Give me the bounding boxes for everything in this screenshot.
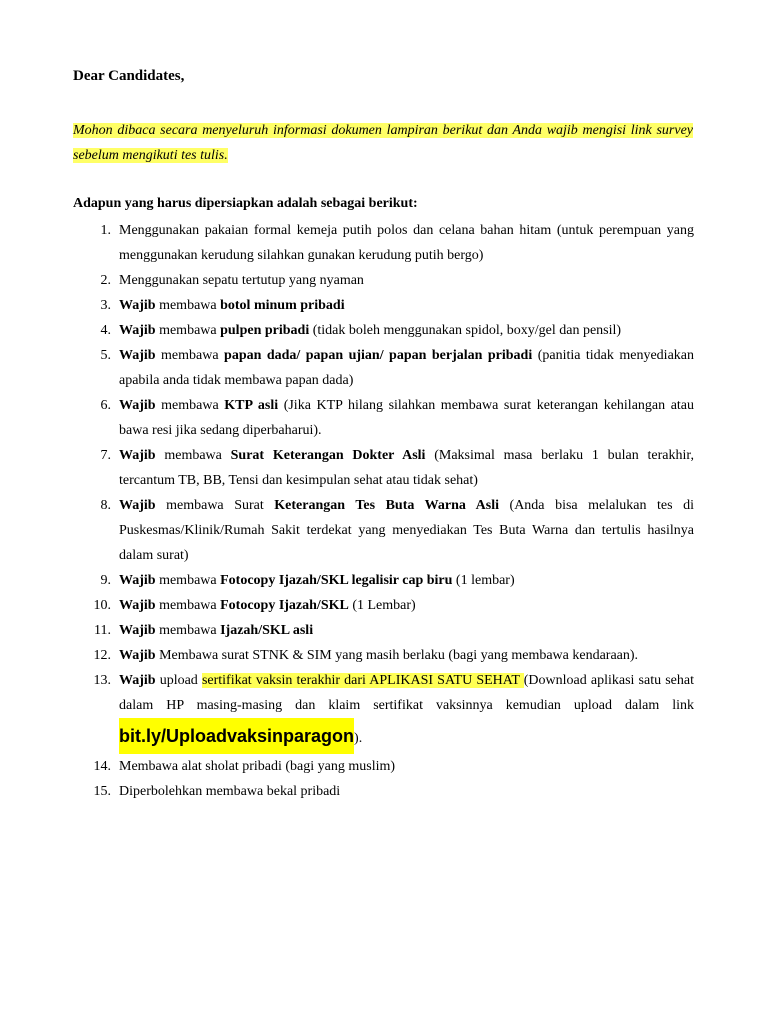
- list-item-text: ).: [354, 731, 363, 746]
- list-item-text: (Jika KTP hilang silahkan membawa surat keterangan kehilangan atau bawa resi jika sedang diperbaharui).: [119, 398, 695, 438]
- list-item: [73, 593, 694, 618]
- list-item-text: Menggunakan sepatu tertutup yang nyaman: [119, 273, 364, 288]
- list-item-number: 15.: [93, 784, 111, 799]
- list-item-text: upload: [155, 673, 202, 688]
- list-item: [73, 218, 694, 268]
- bold-text: Keterangan Tes Buta Warna Asli: [274, 498, 499, 513]
- bold-text: Wajib: [119, 573, 156, 588]
- list-item: [73, 618, 694, 643]
- list-item-text: membawa: [155, 348, 225, 363]
- greeting: Dear Candidates,: [73, 68, 185, 84]
- list-item-text: (1 Lembar): [348, 598, 416, 613]
- highlighted-text: sertifikat vaksin terakhir dari APLIKASI SATU SEHAT: [201, 673, 524, 688]
- list-item: [73, 568, 694, 593]
- requirements-list: [73, 218, 694, 804]
- list-item: [73, 668, 694, 754]
- list-item-text: membawa: [155, 573, 221, 588]
- list-item: [73, 293, 694, 318]
- list-item: [73, 493, 694, 568]
- list-item-text: (Anda bisa melalukan tes di Puskesmas/Klinik/Rumah Sakit terdekat yang menyediakan Tes Buta Warna dan tertulis hasilnya dalam surat): [119, 498, 694, 563]
- notice-highlight: Mohon dibaca secara menyeluruh informasi dokumen lampiran berikut dan Anda wajib mengisi link survey sebelum mengikuti tes tulis.: [73, 123, 693, 163]
- list-item: [73, 268, 694, 293]
- list-item-number: 1.: [100, 223, 111, 238]
- list-item-text: membawa: [155, 398, 225, 413]
- bold-text: Wajib: [119, 598, 156, 613]
- bold-text: Wajib: [119, 448, 156, 463]
- list-item-number: 5.: [100, 348, 111, 363]
- bold-text: Wajib: [119, 648, 156, 663]
- list-item-text: membawa: [155, 448, 231, 463]
- list-item-number: 12.: [93, 648, 111, 663]
- section-title: Adapun yang harus dipersiapkan adalah sebagai berikut:: [73, 196, 418, 211]
- bold-text: botol minum pribadi: [220, 298, 345, 313]
- list-item: [73, 754, 694, 779]
- bold-text: Ijazah/SKL asli: [220, 623, 314, 638]
- list-item-number: 7.: [100, 448, 111, 463]
- bold-text: Wajib: [119, 623, 156, 638]
- list-item-number: 13.: [93, 673, 111, 688]
- list-item-number: 14.: [93, 759, 111, 774]
- list-item-text: membawa: [155, 623, 221, 638]
- list-item-number: 9.: [100, 573, 111, 588]
- bold-text: Fotocopy Ijazah/SKL: [220, 598, 349, 613]
- list-item-text: (panitia tidak menyediakan apabila anda tidak membawa papan dada): [119, 348, 694, 388]
- list-item-number: 2.: [100, 273, 111, 288]
- list-item-text: Menggunakan pakaian formal kemeja putih polos dan celana bahan hitam (untuk perempuan yang menggunakan kerudung silahkan gunakan kerudung putih bergo): [119, 223, 694, 263]
- list-item-text: (tidak boleh menggunakan spidol, boxy/gel dan pensil): [309, 323, 622, 338]
- bold-text: pulpen pribadi: [220, 323, 310, 338]
- bold-text: Wajib: [119, 298, 156, 313]
- bold-text: Surat Keterangan Dokter Asli: [230, 448, 426, 463]
- list-item: [73, 343, 694, 393]
- list-item: [73, 779, 694, 804]
- bold-text: Wajib: [119, 348, 156, 363]
- bold-text: Wajib: [119, 498, 156, 513]
- list-item-text: (Download aplikasi satu sehat dalam HP masing-masing dan klaim sertifikat vaksinnya kemudian upload dalam link: [119, 673, 694, 713]
- bold-text: Wajib: [119, 673, 156, 688]
- list-item: [73, 393, 694, 443]
- notice-paragraph: [73, 118, 693, 168]
- bold-text: KTP asli: [224, 398, 279, 413]
- list-item-text: Diperbolehkan membawa bekal pribadi: [119, 784, 341, 799]
- list-item-number: 4.: [100, 323, 111, 338]
- list-item-number: 3.: [100, 298, 111, 313]
- list-item: [73, 318, 694, 343]
- list-item-number: 6.: [100, 398, 111, 413]
- list-item-text: (Maksimal masa berlaku 1 bulan terakhir, tercantum TB, BB, Tensi dan kesimpulan sehat atau tidak sehat): [119, 448, 695, 488]
- bold-text: Fotocopy Ijazah/SKL legalisir cap biru: [220, 573, 453, 588]
- list-item-text: membawa Surat: [155, 498, 275, 513]
- bold-text: papan dada/ papan ujian/ papan berjalan pribadi: [224, 348, 533, 363]
- list-item-number: 10.: [93, 598, 111, 613]
- list-item-number: 8.: [100, 498, 111, 513]
- list-item-text: membawa: [155, 323, 221, 338]
- bold-text: Wajib: [119, 398, 156, 413]
- list-item-text: membawa: [155, 298, 221, 313]
- upload-link[interactable]: bit.ly/Uploadvaksinparagon: [119, 718, 354, 754]
- list-item: [73, 643, 694, 668]
- list-item-text: Membawa surat STNK & SIM yang masih berlaku (bagi yang membawa kendaraan).: [155, 648, 639, 663]
- list-item: [73, 443, 694, 493]
- list-item-text: (1 lembar): [452, 573, 515, 588]
- list-item-number: 11.: [94, 623, 111, 638]
- bold-text: Wajib: [119, 323, 156, 338]
- list-item-text: membawa: [155, 598, 221, 613]
- list-item-text: Membawa alat sholat pribadi (bagi yang muslim): [119, 759, 396, 774]
